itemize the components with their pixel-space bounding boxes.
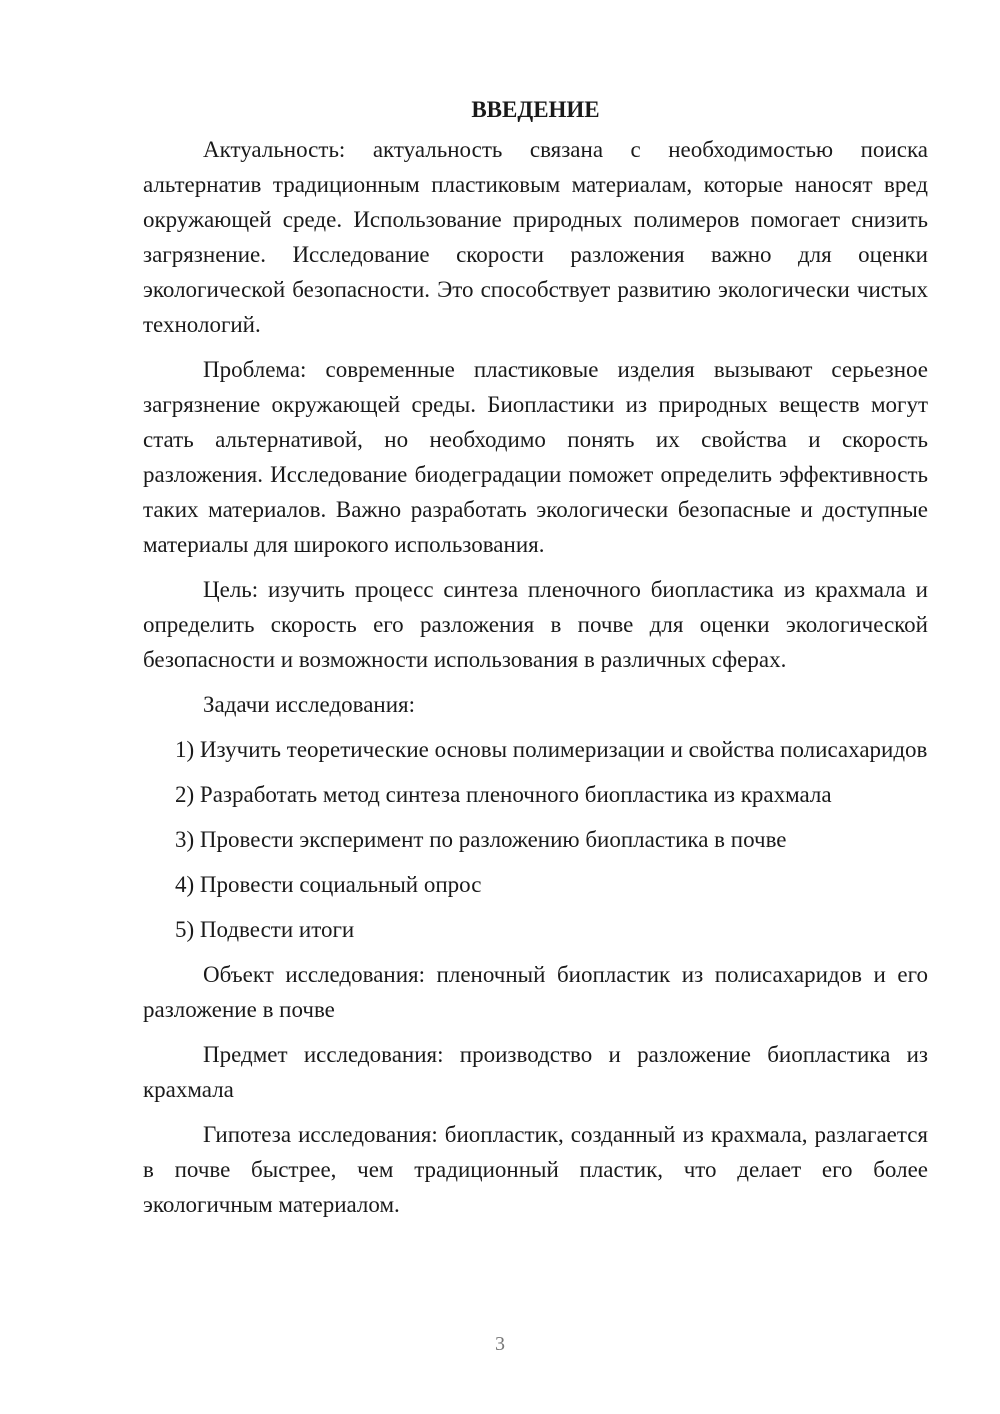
hypothesis-paragraph: Гипотеза исследования: биопластик, созданный из крахмала, разлагается в почве быстрее, чем традиционный пластик, что делает его более экологичным материалом. (143, 1122, 928, 1217)
relevance-paragraph: Актуальность: актуальность связана с необходимостью поиска альтернатив традиционным пластиковым материалам, которые наносят вред окружающей среде. Использование природных полимеров помогает снизить загрязнение. Исследование скорости разложения важно для оценки экологической безопасности. Это способствует развитию экологически чистых технологий. (143, 137, 928, 337)
task-item: 2) Разработать метод синтеза пленочного биопластика из крахмала (175, 782, 832, 807)
task-item: 4) Провести социальный опрос (175, 872, 482, 897)
subject-paragraph: Предмет исследования: производство и разложение биопластика из крахмала (143, 1042, 928, 1102)
goal-paragraph: Цель: изучить процесс синтеза пленочного биопластика из крахмала и определить скорость его разложения в почве для оценки экологической безопасности и возможности использования в различных сферах. (143, 577, 928, 672)
task-item: 5) Подвести итоги (175, 917, 355, 942)
object-paragraph: Объект исследования: пленочный биопластик из полисахаридов и его разложение в почве (143, 962, 928, 1022)
tasks-list (143, 732, 928, 947)
problem-paragraph: Проблема: современные пластиковые изделия вызывают серьезное загрязнение окружающей среды. Биопластики из природных веществ могут стать альтернативой, но необходимо понять их свойства и скорость разложения. Исследование биодеградации поможет определить эффективность таких материалов. Важно разработать экологически безопасные и доступные материалы для широкого использования. (143, 357, 928, 557)
tasks-title: Задачи исследования: (203, 692, 416, 717)
task-item: 1) Изучить теоретические основы полимеризации и свойства полисахаридов (175, 737, 928, 762)
section-heading: ВВЕДЕНИЕ (471, 97, 600, 122)
document-page (143, 92, 928, 1232)
task-item: 3) Провести эксперимент по разложению биопластика в почве (175, 827, 787, 852)
page-number: 3 (495, 1333, 505, 1355)
